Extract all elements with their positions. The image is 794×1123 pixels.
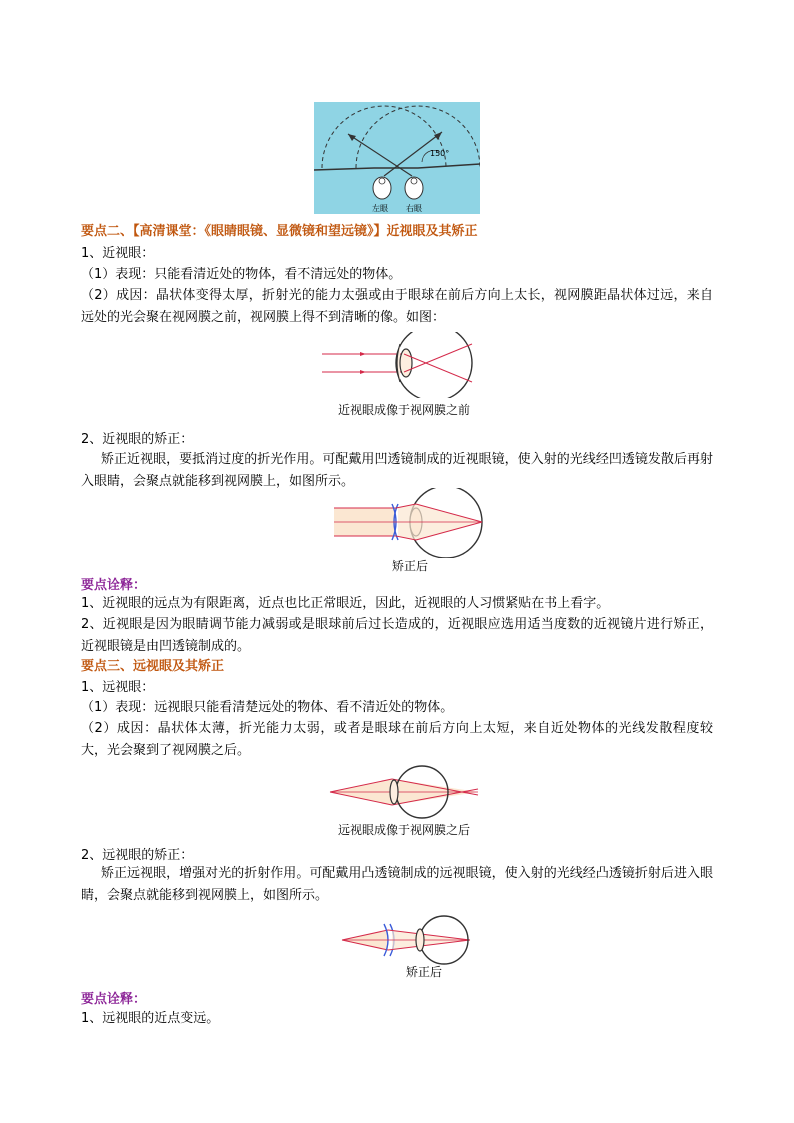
myopia-eye-figure — [320, 332, 480, 398]
visual-field-figure — [314, 102, 480, 214]
section3-heading: 要点三、远视眼及其矫正 — [81, 659, 225, 674]
section2-heading-suffix: 近视眼及其矫正 — [386, 224, 478, 239]
hyperopia-eye-figure — [326, 765, 482, 819]
myopia-correction-title: 2、近视眼的矫正： — [81, 432, 194, 447]
section2-heading — [81, 222, 478, 241]
hyperopia-title: 1、远视眼： — [81, 680, 155, 695]
section2-note2: 2、近视眼是因为眼睛调节能力减弱或是眼球前后过长造成的，近视眼应选用适当度数的近视镜片进行矫正，近视眼镜是由凹透镜制成的。 — [81, 617, 713, 654]
myopia-symptom: （1）表现：只能看清近处的物体，看不清远处的物体。 — [81, 267, 402, 282]
section2-note1: 1、近视眼的远点为有限距离，近点也比正常眼近，因此，近视眼的人习惯紧贴在书上看字。 — [81, 596, 610, 611]
right-eye-label: 右眼 — [406, 204, 422, 213]
left-eye-icon — [373, 177, 391, 199]
angle-label: 150° — [430, 149, 450, 158]
left-eye-label: 左眼 — [372, 204, 388, 213]
lens — [416, 929, 424, 951]
lens — [400, 349, 412, 377]
hyperopia-cause: （2）成因：晶状体太薄，折光能力太弱，或者是眼球在前后方向上太短，来自近处物体的光线发散程度较大，光会聚到了视网膜之后。 — [81, 721, 713, 758]
section2-heading-prefix: 要点二、【高清课堂：《眼睛眼镜、显微镜和望远镜》】 — [81, 224, 387, 239]
hyperopia-corrected-caption: 矫正后 — [405, 965, 442, 979]
myopia-title: 1、近视眼： — [81, 246, 155, 261]
section3-note1: 1、远视眼的近点变远。 — [81, 1011, 220, 1026]
myopia-correction-text: 矫正近视眼，要抵消过度的折光作用。可配戴用凹透镜制成的近视眼镜，使入射的光线经凹透镜发散后再射入眼睛，会聚点就能移到视网膜上，如图所示。 — [81, 452, 713, 489]
hyperopia-symptom: （1）表现：远视眼只能看清楚远处的物体、看不清近处的物体。 — [81, 700, 454, 715]
hyperopia-correction-title: 2、远视眼的矫正： — [81, 848, 194, 863]
hyperopia-corrected-figure — [340, 914, 474, 966]
figure-background — [314, 102, 480, 214]
myopia-figure-caption: 近视眼成像于视网膜之前 — [337, 403, 470, 417]
myopia-corrected-caption: 矫正后 — [391, 559, 428, 573]
myopia-cause: （2）成因：晶状体变得太厚，折射光的能力太强或由于眼球在前后方向上太长，视网膜距晶状体过远，来自远处的光会聚在视网膜之前，视网膜上得不到清晰的像。如图： — [81, 288, 713, 325]
section2-notes-title: 要点诠释： — [81, 578, 147, 593]
hyperopia-figure-caption: 远视眼成像于视网膜之后 — [337, 823, 470, 837]
section3-notes-title: 要点诠释： — [81, 992, 147, 1007]
myopia-corrected-figure — [332, 488, 488, 558]
lens — [390, 780, 398, 804]
hyperopia-correction-text: 矫正远视眼，增强对光的折射作用。可配戴用凸透镜制成的远视眼镜，使入射的光线经凸透镜折射后进入眼睛，会聚点就能移到视网膜上，如图所示。 — [81, 866, 713, 903]
right-eye-icon — [405, 177, 423, 199]
